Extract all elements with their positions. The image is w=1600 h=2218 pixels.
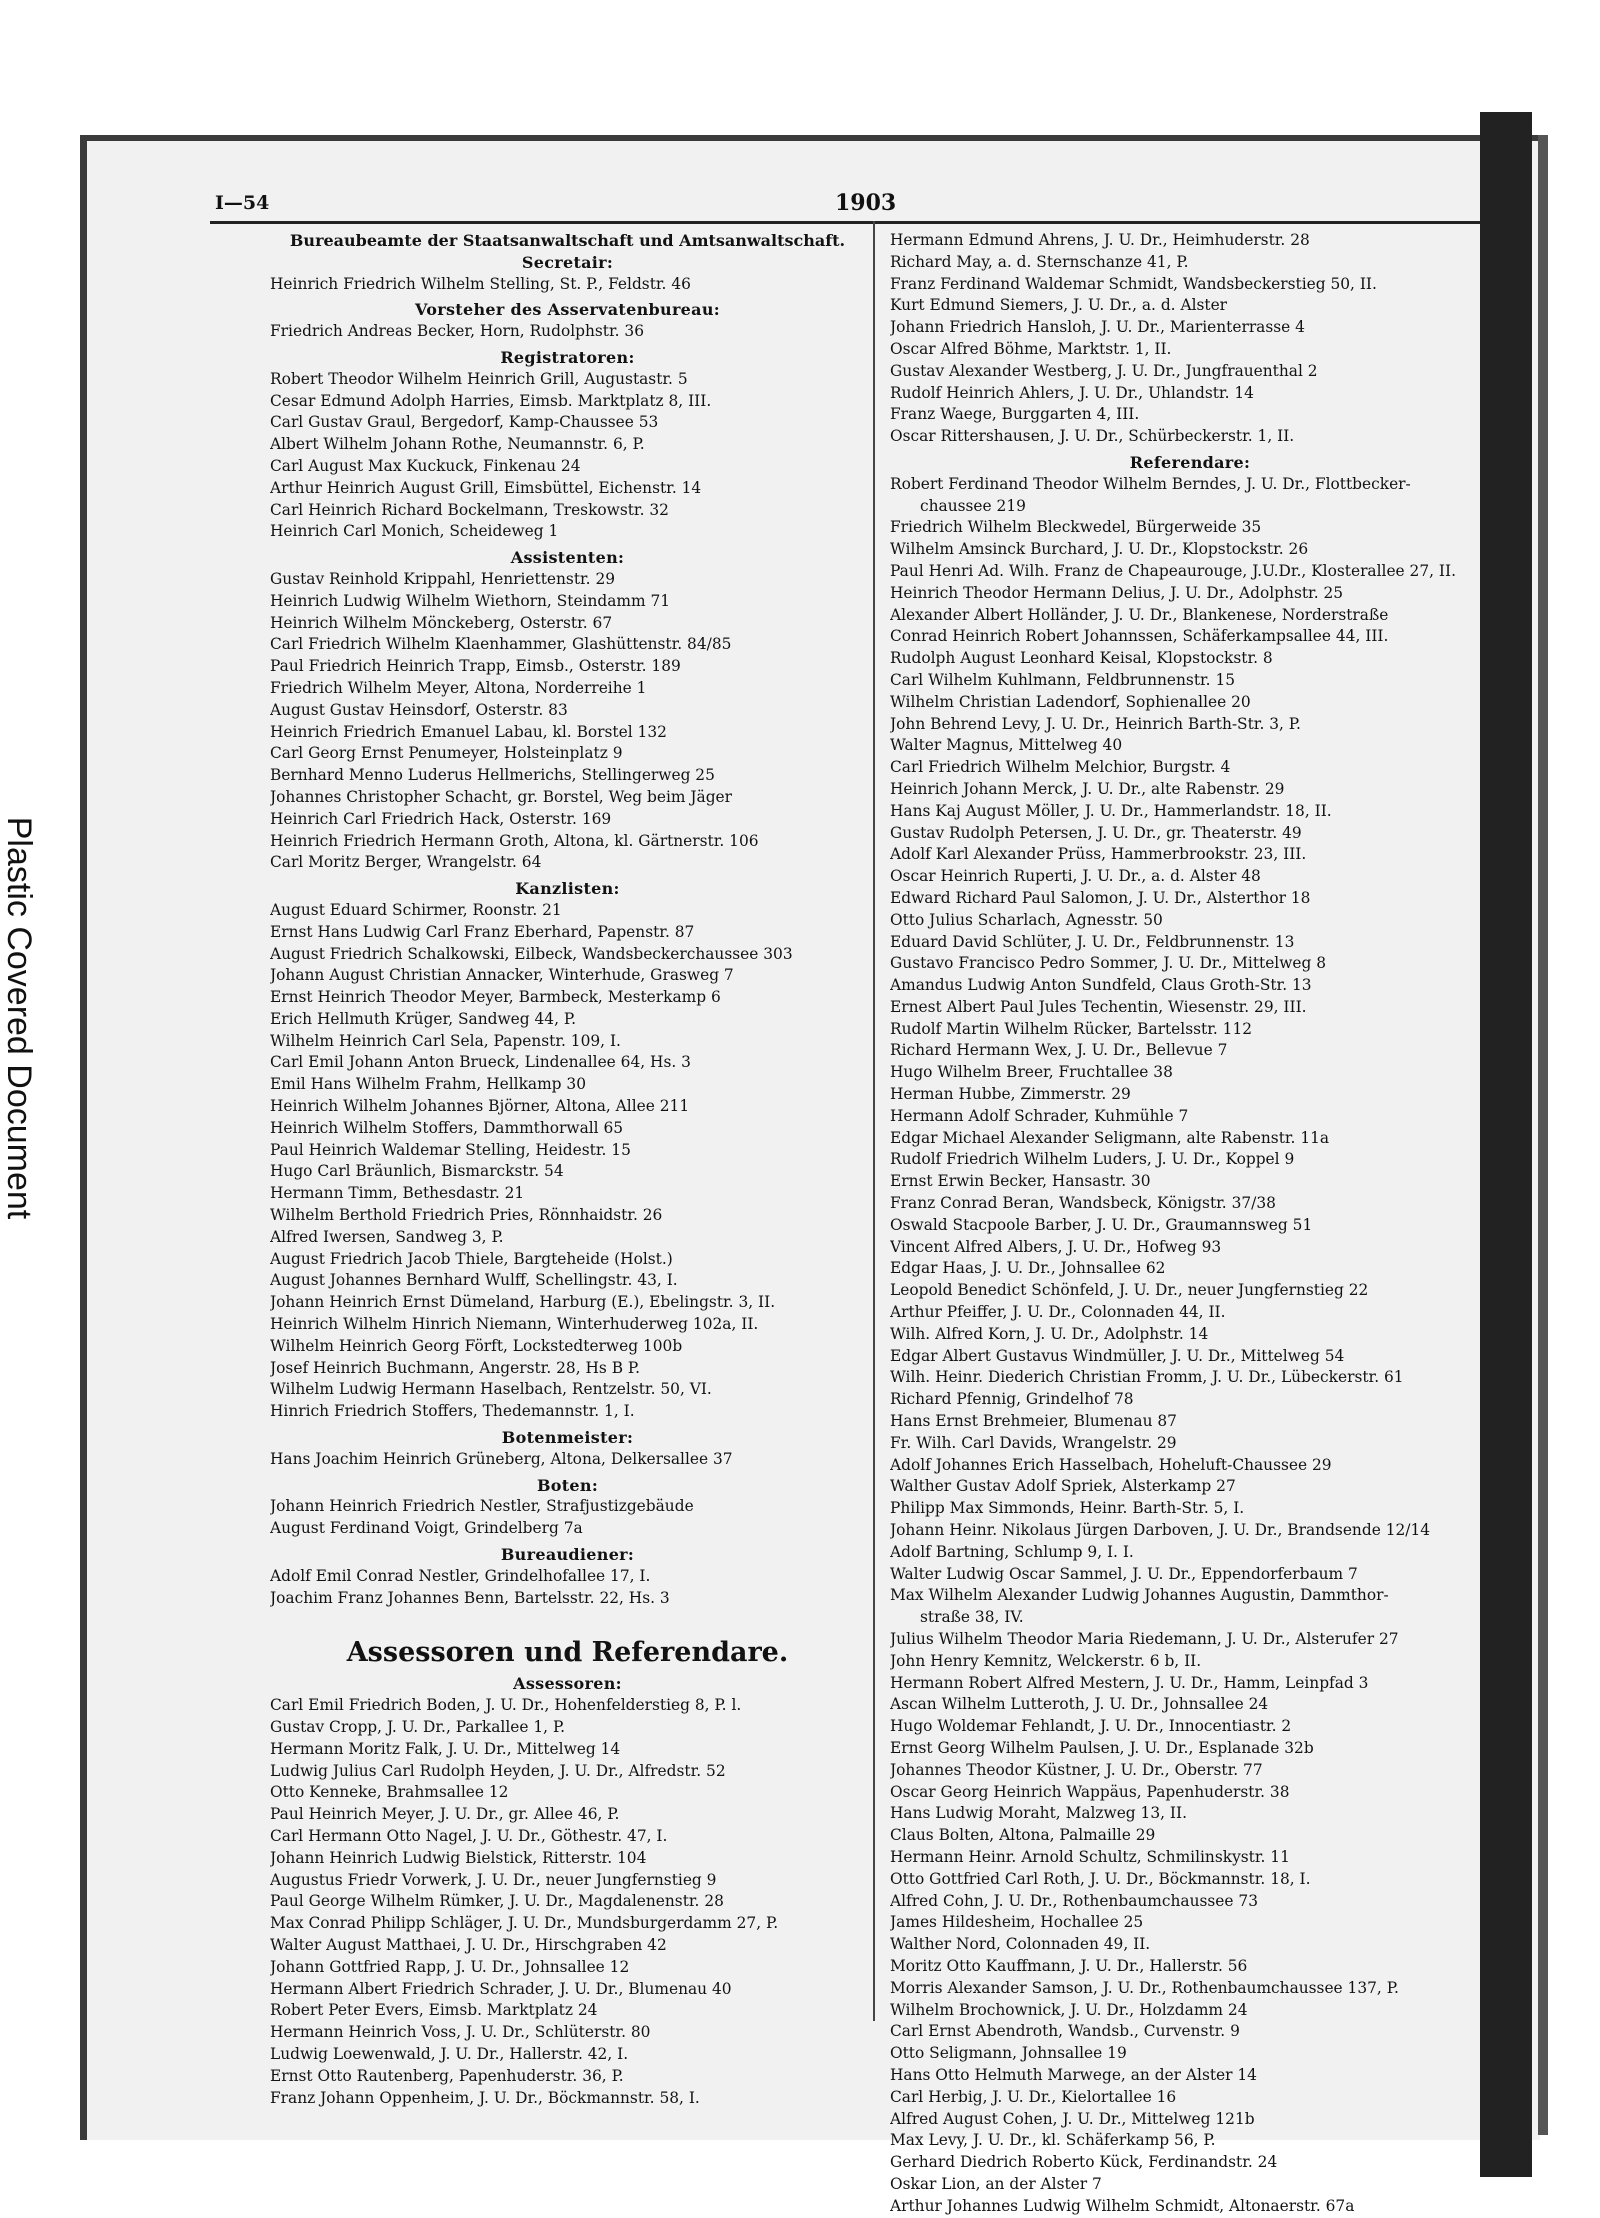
list-item: Carl Gustav Graul, Bergedorf, Kamp-Chaussee 53 [270, 413, 659, 432]
asservaten-heading: Vorsteher des Asservatenbureau: [415, 300, 720, 320]
list-item: Heinrich Friedrich Wilhelm Stelling, St. P., Feldstr. 46 [270, 274, 691, 293]
list-item: Rudolf Heinrich Ahlers, J. U. Dr., Uhlandstr. 14 [890, 383, 1254, 402]
list-item: Rudolf Martin Wilhelm Rücker, Bartelsstr. 112 [890, 1019, 1253, 1038]
list-item: Wilh. Alfred Korn, J. U. Dr., Adolphstr. 14 [890, 1324, 1209, 1343]
list-item: Ascan Wilhelm Lutteroth, J. U. Dr., Johnsallee 24 [890, 1695, 1269, 1714]
assistenten-heading: Assistenten: [510, 548, 625, 568]
list-item: Hermann Robert Alfred Mestern, J. U. Dr., Hamm, Leinpfad 3 [890, 1673, 1369, 1692]
header-rule [210, 221, 1495, 224]
list-item: Herman Hubbe, Zimmerstr. 29 [890, 1085, 1131, 1104]
list-item: Joachim Franz Johannes Benn, Bartelsstr. 22, Hs. 3 [270, 1588, 670, 1607]
list-item: Fr. Wilh. Carl Davids, Wrangelstr. 29 [890, 1433, 1177, 1452]
list-item: Wilhelm Heinrich Georg Förft, Lockstedterweg 100b [270, 1336, 683, 1355]
list-item: Hermann Adolf Schrader, Kuhmühle 7 [890, 1106, 1189, 1125]
list-item: Carl Georg Ernst Penumeyer, Holsteinplatz 9 [270, 744, 623, 763]
list-item: Robert Ferdinand Theodor Wilhelm Berndes, J. U. Dr., Flottbecker- [890, 474, 1411, 493]
right-column [890, 230, 1490, 2218]
side-label: Plastic Covered Document [0, 816, 38, 1220]
list-item: Franz Waege, Burggarten 4, III. [890, 405, 1140, 424]
assistenten-list [270, 569, 865, 874]
list-item: Hermann Timm, Bethesdastr. 21 [270, 1184, 525, 1203]
list-item: Heinrich Carl Monich, Scheideweg 1 [270, 522, 559, 541]
list-item: Max Levy, J. U. Dr., kl. Schäferkamp 56, P. [890, 2131, 1216, 2150]
list-item: Gustavo Francisco Pedro Sommer, J. U. Dr., Mittelweg 8 [890, 954, 1327, 973]
list-item: Johann August Christian Annacker, Winterhude, Grasweg 7 [270, 966, 734, 985]
list-item: Heinrich Carl Friedrich Hack, Osterstr. 169 [270, 809, 612, 828]
list-item: Carl Emil Friedrich Boden, J. U. Dr., Hohenfelderstieg 8, P. l. [270, 1696, 742, 1715]
list-item: Johannes Theodor Küstner, J. U. Dr., Oberstr. 77 [890, 1760, 1263, 1779]
list-item: Alfred August Cohen, J. U. Dr., Mittelweg 121b [890, 2109, 1255, 2128]
list-item: Carl Hermann Otto Nagel, J. U. Dr., Göthestr. 47, I. [270, 1826, 668, 1845]
list-item: Hans Kaj August Möller, J. U. Dr., Hammerlandstr. 18, II. [890, 801, 1332, 820]
list-item: Gustav Alexander Westberg, J. U. Dr., Jungfrauenthal 2 [890, 361, 1318, 380]
list-item: Morris Alexander Samson, J. U. Dr., Rothenbaumchaussee 137, P. [890, 1978, 1399, 1997]
assessoren-heading: Assessoren: [513, 1674, 622, 1694]
list-item: Walther Nord, Colonnaden 49, II. [890, 1935, 1151, 1954]
list-item: August Friedrich Jacob Thiele, Bargteheide (Holst.) [270, 1249, 673, 1268]
list-item: Hermann Edmund Ahrens, J. U. Dr., Heimhuderstr. 28 [890, 231, 1310, 249]
list-item: Ernst Erwin Becker, Hansastr. 30 [890, 1172, 1151, 1191]
list-item: Heinrich Wilhelm Stoffers, Dammthorwall 65 [270, 1118, 624, 1137]
list-item: Arthur Pfeiffer, J. U. Dr., Colonnaden 44, II. [890, 1303, 1226, 1322]
list-item: Wilhelm Heinrich Carl Sela, Papenstr. 109, I. [270, 1031, 621, 1050]
list-item: Johannes Christopher Schacht, gr. Borstel, Weg beim Jäger [270, 787, 733, 806]
list-item: Otto Gottfried Carl Roth, J. U. Dr., Böckmannstr. 18, I. [890, 1869, 1311, 1888]
bureaudiener-list [270, 1566, 865, 1610]
list-item: Paul Heinrich Waldemar Stelling, Heidestr. 15 [270, 1140, 631, 1159]
registratoren-list [270, 369, 865, 543]
list-item: Hermann Moritz Falk, J. U. Dr., Mittelweg 14 [270, 1739, 621, 1758]
list-item: Hans Ludwig Moraht, Malzweg 13, II. [890, 1804, 1187, 1823]
list-item: Heinrich Friedrich Hermann Groth, Altona, kl. Gärtnerstr. 106 [270, 831, 759, 850]
list-item: Erich Hellmuth Krüger, Sandweg 44, P. [270, 1009, 576, 1028]
botenmeister-list [270, 1449, 865, 1471]
list-item: Alfred Iwersen, Sandweg 3, P. [270, 1227, 504, 1246]
list-item: Heinrich Johann Merck, J. U. Dr., alte Rabenstr. 29 [890, 779, 1285, 798]
list-item: Adolf Karl Alexander Prüss, Hammerbrookstr. 23, III. [890, 845, 1307, 864]
list-item: Kurt Edmund Siemers, J. U. Dr., a. d. Alster [890, 296, 1228, 315]
list-item: Friedrich Wilhelm Bleckwedel, Bürgerweide 35 [890, 518, 1262, 537]
list-item: Ernst Hans Ludwig Carl Franz Eberhard, Papenstr. 87 [270, 922, 695, 941]
list-item: Gustav Reinhold Krippahl, Henriettenstr. 29 [270, 569, 616, 588]
main-heading: Assessoren und Referendare. [346, 1637, 789, 1669]
list-item: John Henry Kemnitz, Welckerstr. 6 b, II. [890, 1651, 1202, 1670]
list-item: Ernst Heinrich Theodor Meyer, Barmbeck, Mesterkamp 6 [270, 988, 721, 1007]
list-item: Wilhelm Ludwig Hermann Haselbach, Rentzelstr. 50, VI. [270, 1380, 712, 1399]
list-item: Robert Peter Evers, Eimsb. Marktplatz 24 [270, 2001, 598, 2020]
list-item: Ernest Albert Paul Jules Techentin, Wiesenstr. 29, III. [890, 997, 1307, 1016]
kanzlisten-heading: Kanzlisten: [515, 879, 620, 899]
list-item: Johann Gottfried Rapp, J. U. Dr., Johnsallee 12 [270, 1957, 630, 1976]
list-item: Carl Friedrich Wilhelm Klaenhammer, Glashüttenstr. 84/85 [270, 635, 732, 654]
list-item: Heinrich Wilhelm Johannes Björner, Altona, Allee 211 [270, 1097, 690, 1116]
list-item: Hugo Wilhelm Breer, Fruchtallee 38 [890, 1063, 1173, 1082]
page-header [215, 192, 1490, 216]
list-item: Ernst Otto Rautenberg, Papenhuderstr. 36, P. [270, 2066, 624, 2085]
list-item: Bernhard Menno Luderus Hellmerichs, Stellingerweg 25 [270, 766, 715, 785]
list-item: Arthur Johannes Ludwig Wilhelm Schmidt, Altonaerstr. 67a [890, 2196, 1355, 2215]
list-item: Richard May, a. d. Sternschanze 41, P. [890, 252, 1189, 271]
list-item: Rudolph August Leonhard Keisal, Klopstockstr. 8 [890, 649, 1273, 668]
list-item: Johann Heinrich Ludwig Bielstick, Ritterstr. 104 [270, 1848, 647, 1867]
list-item: Julius Wilhelm Theodor Maria Riedemann, J. U. Dr., Alsterufer 27 [890, 1630, 1399, 1648]
referendare-list [890, 474, 1490, 2218]
list-item: Oscar Heinrich Ruperti, J. U. Dr., a. d. Alster 48 [890, 867, 1261, 886]
list-item: James Hildesheim, Hochallee 25 [890, 1913, 1144, 1932]
list-item: Edgar Haas, J. U. Dr., Johnsallee 62 [890, 1259, 1166, 1278]
list-item: Otto Julius Scharlach, Agnesstr. 50 [890, 910, 1163, 929]
list-item: John Behrend Levy, J. U. Dr., Heinrich Barth-Str. 3, P. [890, 714, 1301, 733]
assessoren-list [270, 1695, 865, 2109]
list-item: Hugo Woldemar Fehlandt, J. U. Dr., Innocentiastr. 2 [890, 1717, 1292, 1736]
boten-heading: Boten: [536, 1475, 599, 1495]
list-item: Walter Magnus, Mittelweg 40 [890, 736, 1123, 755]
list-item: Carl Friedrich Wilhelm Melchior, Burgstr. 4 [890, 758, 1231, 777]
list-item: Vincent Alfred Albers, J. U. Dr., Hofweg 93 [890, 1237, 1222, 1256]
list-item: Alfred Cohn, J. U. Dr., Rothenbaumchaussee 73 [890, 1891, 1258, 1910]
list-item: Hans Joachim Heinrich Grüneberg, Altona, Delkersallee 37 [270, 1449, 733, 1468]
section-title: Bureaubeamte der Staatsanwaltschaft und Amtsanwaltschaft. [289, 231, 846, 250]
list-item: Gustav Cropp, J. U. Dr., Parkallee 1, P. [270, 1718, 566, 1736]
list-item: Paul Henri Ad. Wilh. Franz de Chapeaurouge, J.U.Dr., Klosterallee 27, II. [890, 561, 1456, 580]
list-item: Edgar Albert Gustavus Windmüller, J. U. Dr., Mittelweg 54 [890, 1346, 1345, 1365]
list-item: Robert Theodor Wilhelm Heinrich Grill, Augustastr. 5 [270, 369, 688, 388]
list-item: Johann Friedrich Hansloh, J. U. Dr., Marienterrasse 4 [890, 318, 1305, 337]
list-item: Hans Otto Helmuth Marwege, an der Alster 14 [890, 2065, 1257, 2084]
list-item: Gerhard Diedrich Roberto Kück, Ferdinandstr. 24 [890, 2153, 1278, 2172]
list-item: Carl Herbig, J. U. Dr., Kielortallee 16 [890, 2087, 1177, 2106]
list-item: Ludwig Julius Carl Rudolph Heyden, J. U. Dr., Alfredstr. 52 [270, 1761, 726, 1780]
list-item: Hinrich Friedrich Stoffers, Thedemannstr. 1, I. [270, 1402, 635, 1421]
list-item: Ludwig Loewenwald, J. U. Dr., Hallerstr. 42, I. [270, 2044, 629, 2063]
list-item: Oswald Stacpoole Barber, J. U. Dr., Graumannsweg 51 [890, 1215, 1313, 1234]
list-item: Johann Heinrich Friedrich Nestler, Strafjustizgebäude [270, 1497, 694, 1516]
list-item: Friedrich Wilhelm Meyer, Altona, Norderreihe 1 [270, 678, 647, 697]
list-item: Oscar Georg Heinrich Wappäus, Papenhuderstr. 38 [890, 1782, 1290, 1801]
list-item: Adolf Johannes Erich Hasselbach, Hoheluft-Chaussee 29 [890, 1455, 1332, 1474]
list-item: Leopold Benedict Schönfeld, J. U. Dr., neuer Jungfernstieg 22 [890, 1281, 1369, 1300]
list-item: Carl August Max Kuckuck, Finkenau 24 [270, 456, 581, 475]
list-item: Walter August Matthaei, J. U. Dr., Hirschgraben 42 [270, 1935, 667, 1954]
list-item: August Eduard Schirmer, Roonstr. 21 [270, 900, 562, 919]
list-item: Heinrich Friedrich Emanuel Labau, kl. Borstel 132 [270, 722, 667, 741]
list-item: Paul Friedrich Heinrich Trapp, Eimsb., Osterstr. 189 [270, 657, 681, 676]
secretair-heading: Secretair: [521, 252, 614, 272]
list-item: Albert Wilhelm Johann Rothe, Neumannstr. 6, P. [270, 435, 645, 454]
list-item: Augustus Friedr Vorwerk, J. U. Dr., neuer Jungfernstieg 9 [270, 1870, 717, 1889]
list-item: Johann Heinr. Nikolaus Jürgen Darboven, J. U. Dr., Brandsende 12/14 [890, 1521, 1431, 1540]
list-item: Wilhelm Berthold Friedrich Pries, Rönnhaidstr. 26 [270, 1206, 663, 1225]
list-item: Otto Seligmann, Johnsallee 19 [890, 2044, 1127, 2063]
list-item: Moritz Otto Kauffmann, J. U. Dr., Hallerstr. 56 [890, 1956, 1248, 1975]
list-item: Hermann Heinr. Arnold Schultz, Schmilinskystr. 11 [890, 1847, 1290, 1866]
binding-edge [1538, 135, 1548, 2135]
list-item: Amandus Ludwig Anton Sundfeld, Claus Groth-Str. 13 [890, 976, 1312, 995]
list-item: Hermann Heinrich Voss, J. U. Dr., Schlüterstr. 80 [270, 2023, 651, 2042]
list-item: Edward Richard Paul Salomon, J. U. Dr., Alsterthor 18 [890, 888, 1311, 907]
list-item: straße 38, IV. [920, 1608, 1024, 1627]
list-item: Wilhelm Amsinck Burchard, J. U. Dr., Klopstockstr. 26 [890, 540, 1309, 559]
botenmeister-heading: Botenmeister: [501, 1428, 634, 1448]
list-item: Adolf Bartning, Schlump 9, I. I. [890, 1542, 1134, 1561]
list-item: Carl Ernst Abendroth, Wandsb., Curvenstr. 9 [890, 2022, 1240, 2041]
boten-list [270, 1496, 865, 1540]
list-item: Paul George Wilhelm Rümker, J. U. Dr., Magdalenenstr. 28 [270, 1892, 724, 1911]
bureaudiener-heading: Bureaudiener: [500, 1545, 635, 1565]
list-item: Ernst Georg Wilhelm Paulsen, J. U. Dr., Esplanade 32b [890, 1738, 1314, 1757]
list-item: Wilh. Heinr. Diederich Christian Fromm, J. U. Dr., Lübeckerstr. 61 [890, 1368, 1404, 1387]
list-item: August Ferdinand Voigt, Grindelberg 7a [270, 1519, 583, 1538]
list-item: August Gustav Heinsdorf, Osterstr. 83 [270, 700, 568, 719]
list-item: Walter Ludwig Oscar Sammel, J. U. Dr., Eppendorferbaum 7 [890, 1564, 1358, 1583]
assessoren-cont-list [890, 230, 1490, 448]
asservaten-list [270, 321, 865, 343]
list-item: Arthur Heinrich August Grill, Eimsbüttel, Eichenstr. 14 [270, 478, 702, 497]
list-item: Heinrich Wilhelm Hinrich Niemann, Winterhuderweg 102a, II. [270, 1315, 759, 1334]
list-item: Hans Ernst Brehmeier, Blumenau 87 [890, 1412, 1177, 1431]
list-item: Carl Emil Johann Anton Brueck, Lindenallee 64, Hs. 3 [270, 1053, 691, 1072]
list-item: Johann Heinrich Ernst Dümeland, Harburg (E.), Ebelingstr. 3, II. [270, 1293, 776, 1312]
list-item: Heinrich Ludwig Wilhelm Wiethorn, Steindamm 71 [270, 591, 671, 610]
list-item: August Johannes Bernhard Wulff, Schellingstr. 43, I. [270, 1271, 678, 1290]
list-item: Max Wilhelm Alexander Ludwig Johannes Augustin, Dammthor- [890, 1586, 1389, 1605]
list-item: Hugo Carl Bräunlich, Bismarckstr. 54 [270, 1162, 564, 1181]
list-item: Edgar Michael Alexander Seligmann, alte Rabenstr. 11a [890, 1128, 1330, 1147]
list-item: Hermann Albert Friedrich Schrader, J. U. Dr., Blumenau 40 [270, 1979, 732, 1998]
list-item: Adolf Emil Conrad Nestler, Grindelhofallee 17, I. [270, 1566, 651, 1585]
page-number: I—54 [215, 192, 270, 214]
page-year: 1903 [835, 190, 897, 216]
list-item: Franz Johann Oppenheim, J. U. Dr., Böckmannstr. 58, I. [270, 2088, 700, 2107]
list-item: Wilhelm Brochownick, J. U. Dr., Holzdamm 24 [890, 2000, 1248, 2019]
list-item: Richard Hermann Wex, J. U. Dr., Bellevue 7 [890, 1041, 1228, 1060]
list-item: Carl Moritz Berger, Wrangelstr. 64 [270, 853, 542, 872]
list-item: Oscar Rittershausen, J. U. Dr., Schürbeckerstr. 1, II. [890, 427, 1295, 446]
list-item: Josef Heinrich Buchmann, Angerstr. 28, Hs B P. [270, 1358, 641, 1377]
list-item: Philipp Max Simmonds, Heinr. Barth-Str. 5, I. [890, 1499, 1245, 1518]
kanzlisten-list [270, 900, 865, 1423]
list-item: Wilhelm Christian Ladendorf, Sophienallee 20 [890, 692, 1251, 711]
left-column [270, 230, 865, 2109]
list-item: Otto Kenneke, Brahmsallee 12 [270, 1783, 509, 1802]
list-item: Franz Ferdinand Waldemar Schmidt, Wandsbeckerstieg 50, II. [890, 274, 1377, 293]
referendare-heading: Referendare: [1129, 452, 1251, 472]
list-item: Oscar Alfred Böhme, Marktstr. 1, II. [890, 339, 1172, 358]
list-item: Cesar Edmund Adolph Harries, Eimsb. Marktplatz 8, III. [270, 391, 712, 410]
list-item: Eduard David Schlüter, J. U. Dr., Feldbrunnenstr. 13 [890, 932, 1295, 951]
list-item: Heinrich Wilhelm Mönckeberg, Osterstr. 67 [270, 613, 613, 632]
list-item: Carl Wilhelm Kuhlmann, Feldbrunnenstr. 15 [890, 670, 1236, 689]
list-item: Carl Heinrich Richard Bockelmann, Treskowstr. 32 [270, 500, 669, 519]
list-item: chaussee 219 [920, 496, 1026, 515]
registratoren-heading: Registratoren: [500, 347, 635, 367]
list-item: Paul Heinrich Meyer, J. U. Dr., gr. Allee 46, P. [270, 1805, 620, 1824]
list-item: Richard Pfennig, Grindelhof 78 [890, 1390, 1134, 1409]
list-item: Rudolf Friedrich Wilhelm Luders, J. U. Dr., Koppel 9 [890, 1150, 1295, 1169]
list-item: Walther Gustav Adolf Spriek, Alsterkamp 27 [890, 1477, 1236, 1496]
list-item: Franz Conrad Beran, Wandsbeck, Königstr. 37/38 [890, 1194, 1276, 1213]
list-item: Heinrich Theodor Hermann Delius, J. U. Dr., Adolphstr. 25 [890, 583, 1344, 602]
list-item: Oskar Lion, an der Alster 7 [890, 2174, 1102, 2193]
list-item: Alexander Albert Holländer, J. U. Dr., Blankenese, Norderstraße [890, 605, 1389, 624]
list-item: Friedrich Andreas Becker, Horn, Rudolphstr. 36 [270, 322, 645, 341]
secretair-list [270, 274, 865, 296]
list-item: Gustav Rudolph Petersen, J. U. Dr., gr. Theaterstr. 49 [890, 823, 1302, 842]
list-item: Max Conrad Philipp Schläger, J. U. Dr., Mundsburgerdamm 27, P. [270, 1914, 779, 1933]
list-item: Conrad Heinrich Robert Johannssen, Schäferkampsallee 44, III. [890, 627, 1389, 646]
list-item: August Friedrich Schalkowski, Eilbeck, Wandsbeckerchaussee 303 [270, 944, 793, 963]
list-item: Emil Hans Wilhelm Frahm, Hellkamp 30 [270, 1075, 586, 1094]
list-item: Claus Bolten, Altona, Palmaille 29 [890, 1826, 1156, 1845]
column-divider [873, 221, 875, 2021]
